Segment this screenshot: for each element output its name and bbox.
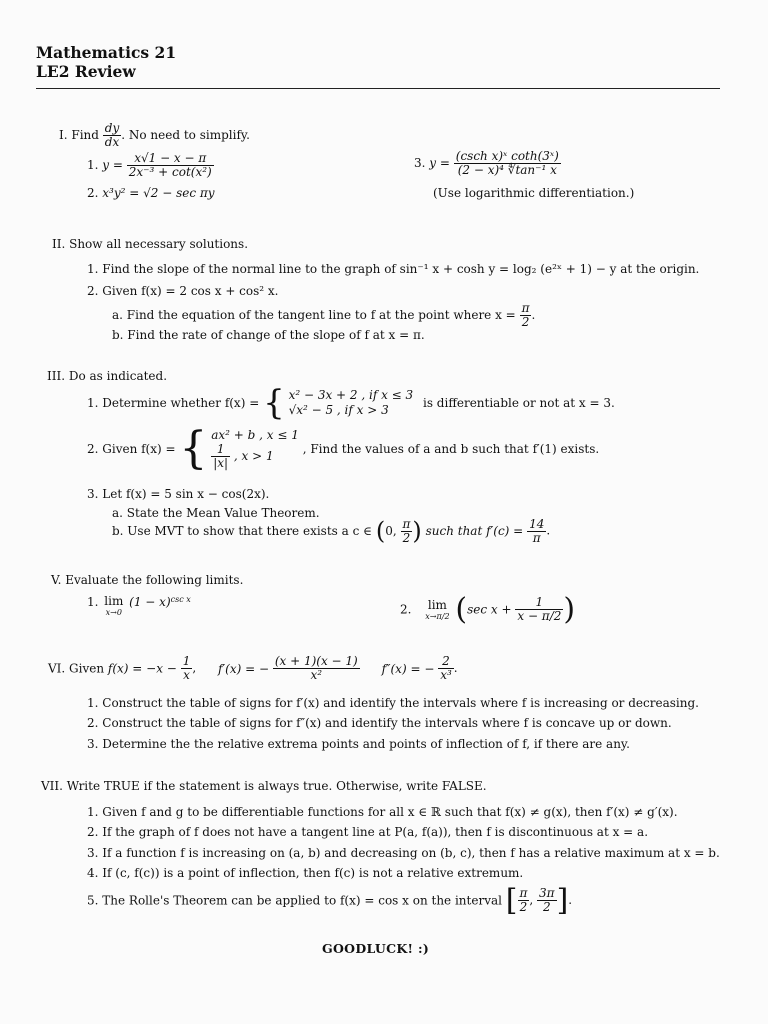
section-1-prompt — [59, 122, 250, 149]
section-3-item-3b: b. Use MVT to show that there exists a c ∈ (0, $\frac{\pi}{2}$ ) such that f′(c) = $\frac{14}{\pi}$ . — [112, 516, 551, 545]
section-7-item-3: 3. If a function f is increasing on (a, b) and decreasing on (b, c), then f has a relative maximum at x = b. — [87, 846, 720, 860]
section-6-given: VI. Given f(x) = −x − $\frac{1}{x}$ , f′(x) = − $\frac{(x + 1)(x - 1)}{\text{x²}}$ f″(x) = − $\frac{2}{\text{x³}}$ . — [48, 654, 458, 682]
section-7-item-5: 5. The Rolle's Theorem can be applied to f(x) = cos x on the interval [ $\frac{\pi}{2}$ , $\frac{3\pi}{2}$ ]. — [87, 883, 573, 918]
section-1-item-1: 1. y = $\frac{x√1 - x - \pi}{\text{2x⁻³ + cot(x²)}}$ — [87, 151, 212, 179]
deriv-dy-dx: $\frac{dy}{dx}$ — [104, 121, 120, 149]
section-7-item-4: 4. If (c, f(c)) is a point of inflection, then f(c) is not a relative extremum. — [87, 866, 524, 880]
item-1-fraction: $\frac{x√1 - x - \pi}{\text{2x⁻³ + cot(x²)}}$ — [128, 151, 212, 179]
goodluck-footer: GOODLUCK! :) — [322, 941, 430, 956]
section-1-suffix: . No need to simplify. — [121, 128, 250, 142]
section-1-prefix: Find — [71, 128, 99, 142]
header-divider — [36, 88, 720, 89]
section-3-item-2: 2. Given f(x) = { ax² + b , x ≤ 1 $\frac{1}{|x|}$ , x > 1 , Find the values of a and b such that f′(1) exists. — [87, 423, 600, 474]
section-1-item-3: 3. y = $\frac{\text{(csch x)ˣ coth(3ˣ)}}{\text{(2 − x)⁴ ∜tan⁻¹ x}}$ — [414, 149, 559, 177]
item-3-fraction: $\frac{\text{(csch x)ˣ coth(3ˣ)}}{\text{(2 − x)⁴ ∜tan⁻¹ x}}$ — [455, 149, 559, 177]
section-6-item-2: 2. Construct the table of signs for f″(x) and identify the intervals where f is concave up or down. — [87, 716, 672, 730]
piecewise-1: x² − 3x + 2 , if x ≤ 3 √x² − 5 , if x > 3 — [288, 388, 414, 417]
section-3-item-1: 1. Determine whether f(x) = { x² − 3x + 2 , if x ≤ 3 √x² − 5 , if x > 3 is differentiable or not at x = 3. — [87, 383, 615, 423]
log-diff-note: (Use logarithmic differentiation.) — [433, 186, 635, 200]
section-2-item-1: 1. Find the slope of the normal line to the graph of sin⁻¹ x + cosh y = log₂ (e²ˣ + 1) − y at the origin. — [87, 262, 700, 276]
section-6-item-1: 1. Construct the table of signs for f′(x) and identify the intervals where f is increasing or decreasing. — [87, 696, 699, 710]
section-1-item-2: 2. x³y² = √2 − sec πy — [87, 186, 215, 200]
section-2-item-2a: a. Find the equation of the tangent line to f at the point where x = $\frac{\pi}{2}$ . — [112, 301, 536, 329]
left-brace-2: { — [179, 423, 208, 474]
course-title — [36, 43, 176, 81]
section-1-roman: I. — [59, 128, 68, 142]
exam-name: LE2 Review — [36, 62, 136, 81]
section-6-item-3: 3. Determine the the relative extrema points and points of inflection of f, if there are any. — [87, 737, 630, 751]
section-2-item-2: 2. Given f(x) = 2 cos x + cos² x. — [87, 284, 279, 298]
section-7-item-2: 2. If the graph of f does not have a tangent line at P(a, f(a)), then f is discontinuous at x = a. — [87, 825, 649, 839]
section-7-title: VII. Write TRUE if the statement is always true. Otherwise, write FALSE. — [41, 779, 487, 793]
section-5-item-2: 2. lim x→π/2 (sec x + $\frac{1}{x - \pi/2}$ ) — [400, 592, 576, 627]
section-5-title: V. Evaluate the following limits. — [51, 573, 244, 587]
section-2-item-2b: b. Find the rate of change of the slope of f at x = π. — [112, 328, 425, 342]
piecewise-2: ax² + b , x ≤ 1 $\frac{1}{|x|}$ , x > 1 — [211, 428, 299, 470]
section-3-item-3a: a. State the Mean Value Theorem. — [112, 506, 320, 520]
section-5-item-1: 1. lim x→0 $(1 - x)^{csc x}$ — [87, 594, 191, 617]
section-3-title: III. Do as indicated. — [47, 369, 168, 383]
section-3-item-3: 3. Let f(x) = 5 sin x − cos(2x). — [87, 487, 270, 501]
course-name: Mathematics 21 — [36, 43, 177, 62]
left-brace: { — [263, 383, 285, 423]
section-7-item-1: 1. Given f and g to be differentiable functions for all x ∈ ℝ such that f(x) ≠ g(x), then f′(x) ≠ g′(x). — [87, 805, 678, 819]
section-2-title: II. Show all necessary solutions. — [52, 237, 249, 251]
